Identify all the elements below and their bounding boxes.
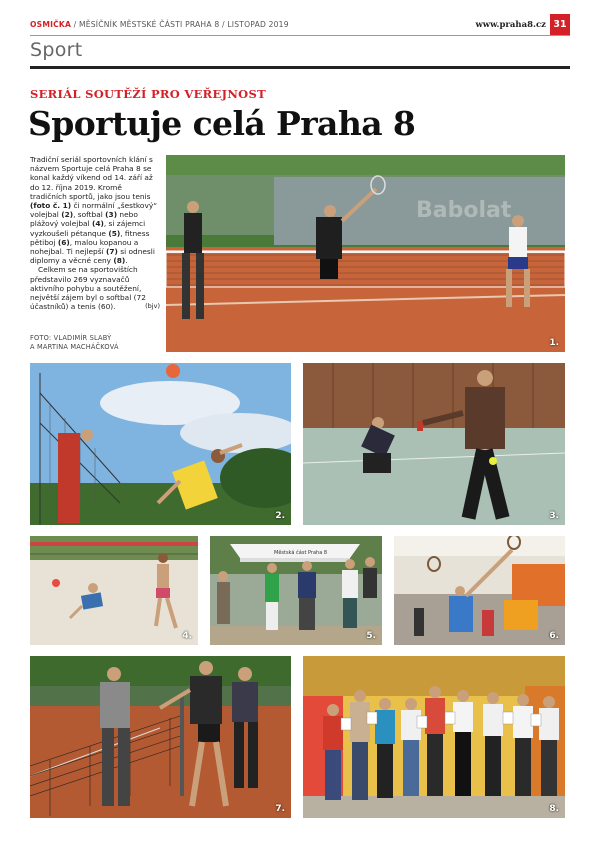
photo-tennis (166, 155, 565, 352)
issue-info: / MĚSÍČNÍK MĚSTSKÉ ČÁSTI PRAHA 8 / LISTOPAD 2019 (71, 20, 289, 29)
section-title: Sport (30, 39, 83, 61)
photo-number-7: 7. (275, 804, 285, 814)
tent-text: Městská část Praha 8 (274, 550, 328, 556)
page-header (30, 18, 570, 34)
photo-number-3: 3. (549, 511, 559, 521)
photo-softball (303, 363, 565, 525)
photo-petanque (210, 536, 382, 645)
photo-number-8: 8. (549, 804, 559, 814)
article-paragraph-2: Celkem se na sportovištích představilo 269 vyznavačů aktivního pohybu a soutěžení, největší zájem byl o softbal (72 účastníků) a tenis (60). (bjv) (30, 265, 160, 312)
author-signature: (bjv) (145, 302, 160, 311)
photo-number-5: 5. (366, 631, 376, 641)
section-divider (30, 66, 570, 69)
header-divider (30, 35, 570, 36)
photo-number-1: 1. (549, 338, 559, 348)
photo-number-6: 6. (549, 631, 559, 641)
article-body (30, 155, 160, 311)
photo-volleyball (30, 363, 291, 525)
page-number: 31 (550, 14, 570, 36)
photo-number-4: 4. (182, 631, 192, 641)
website-link[interactable]: www.praha8.cz (475, 20, 546, 30)
photo-number-2: 2. (275, 511, 285, 521)
photo-fitness (394, 536, 565, 645)
header-meta (30, 20, 289, 29)
photo-footvolley (30, 656, 291, 818)
photo-credit: FOTO: VLADIMÍR SLABÝ A MARTINA MACHÁČKOVÁ (30, 334, 119, 351)
photo-winners (303, 656, 565, 818)
photo-beach-volleyball (30, 536, 198, 645)
banner-text: Babolat (416, 198, 512, 223)
article-headline: Sportuje celá Praha 8 (28, 104, 416, 143)
article-paragraph-1: Tradiční seriál sportovních klání s názvem Sportuje celá Praha 8 se konal každý víkend od 14. září až do 12. října 2019. Kromě tradičních sportů, jako jsou tenis (foto č. 1) či normální „šestkový“ volejbal (2), softbal (3) nebo plážový volejbal (4), si zájemci vyzkoušeli pétanque (5), fitness pětiboj (6), malou kopanou a nohejbal. Ti nejlepší (7) si odnesli diplomy a věcné ceny (8). (30, 155, 158, 266)
magazine-brand: OSMIČKA (30, 20, 72, 29)
article-kicker: SERIÁL SOUTĚŽÍ PRO VEŘEJNOST (30, 87, 266, 101)
